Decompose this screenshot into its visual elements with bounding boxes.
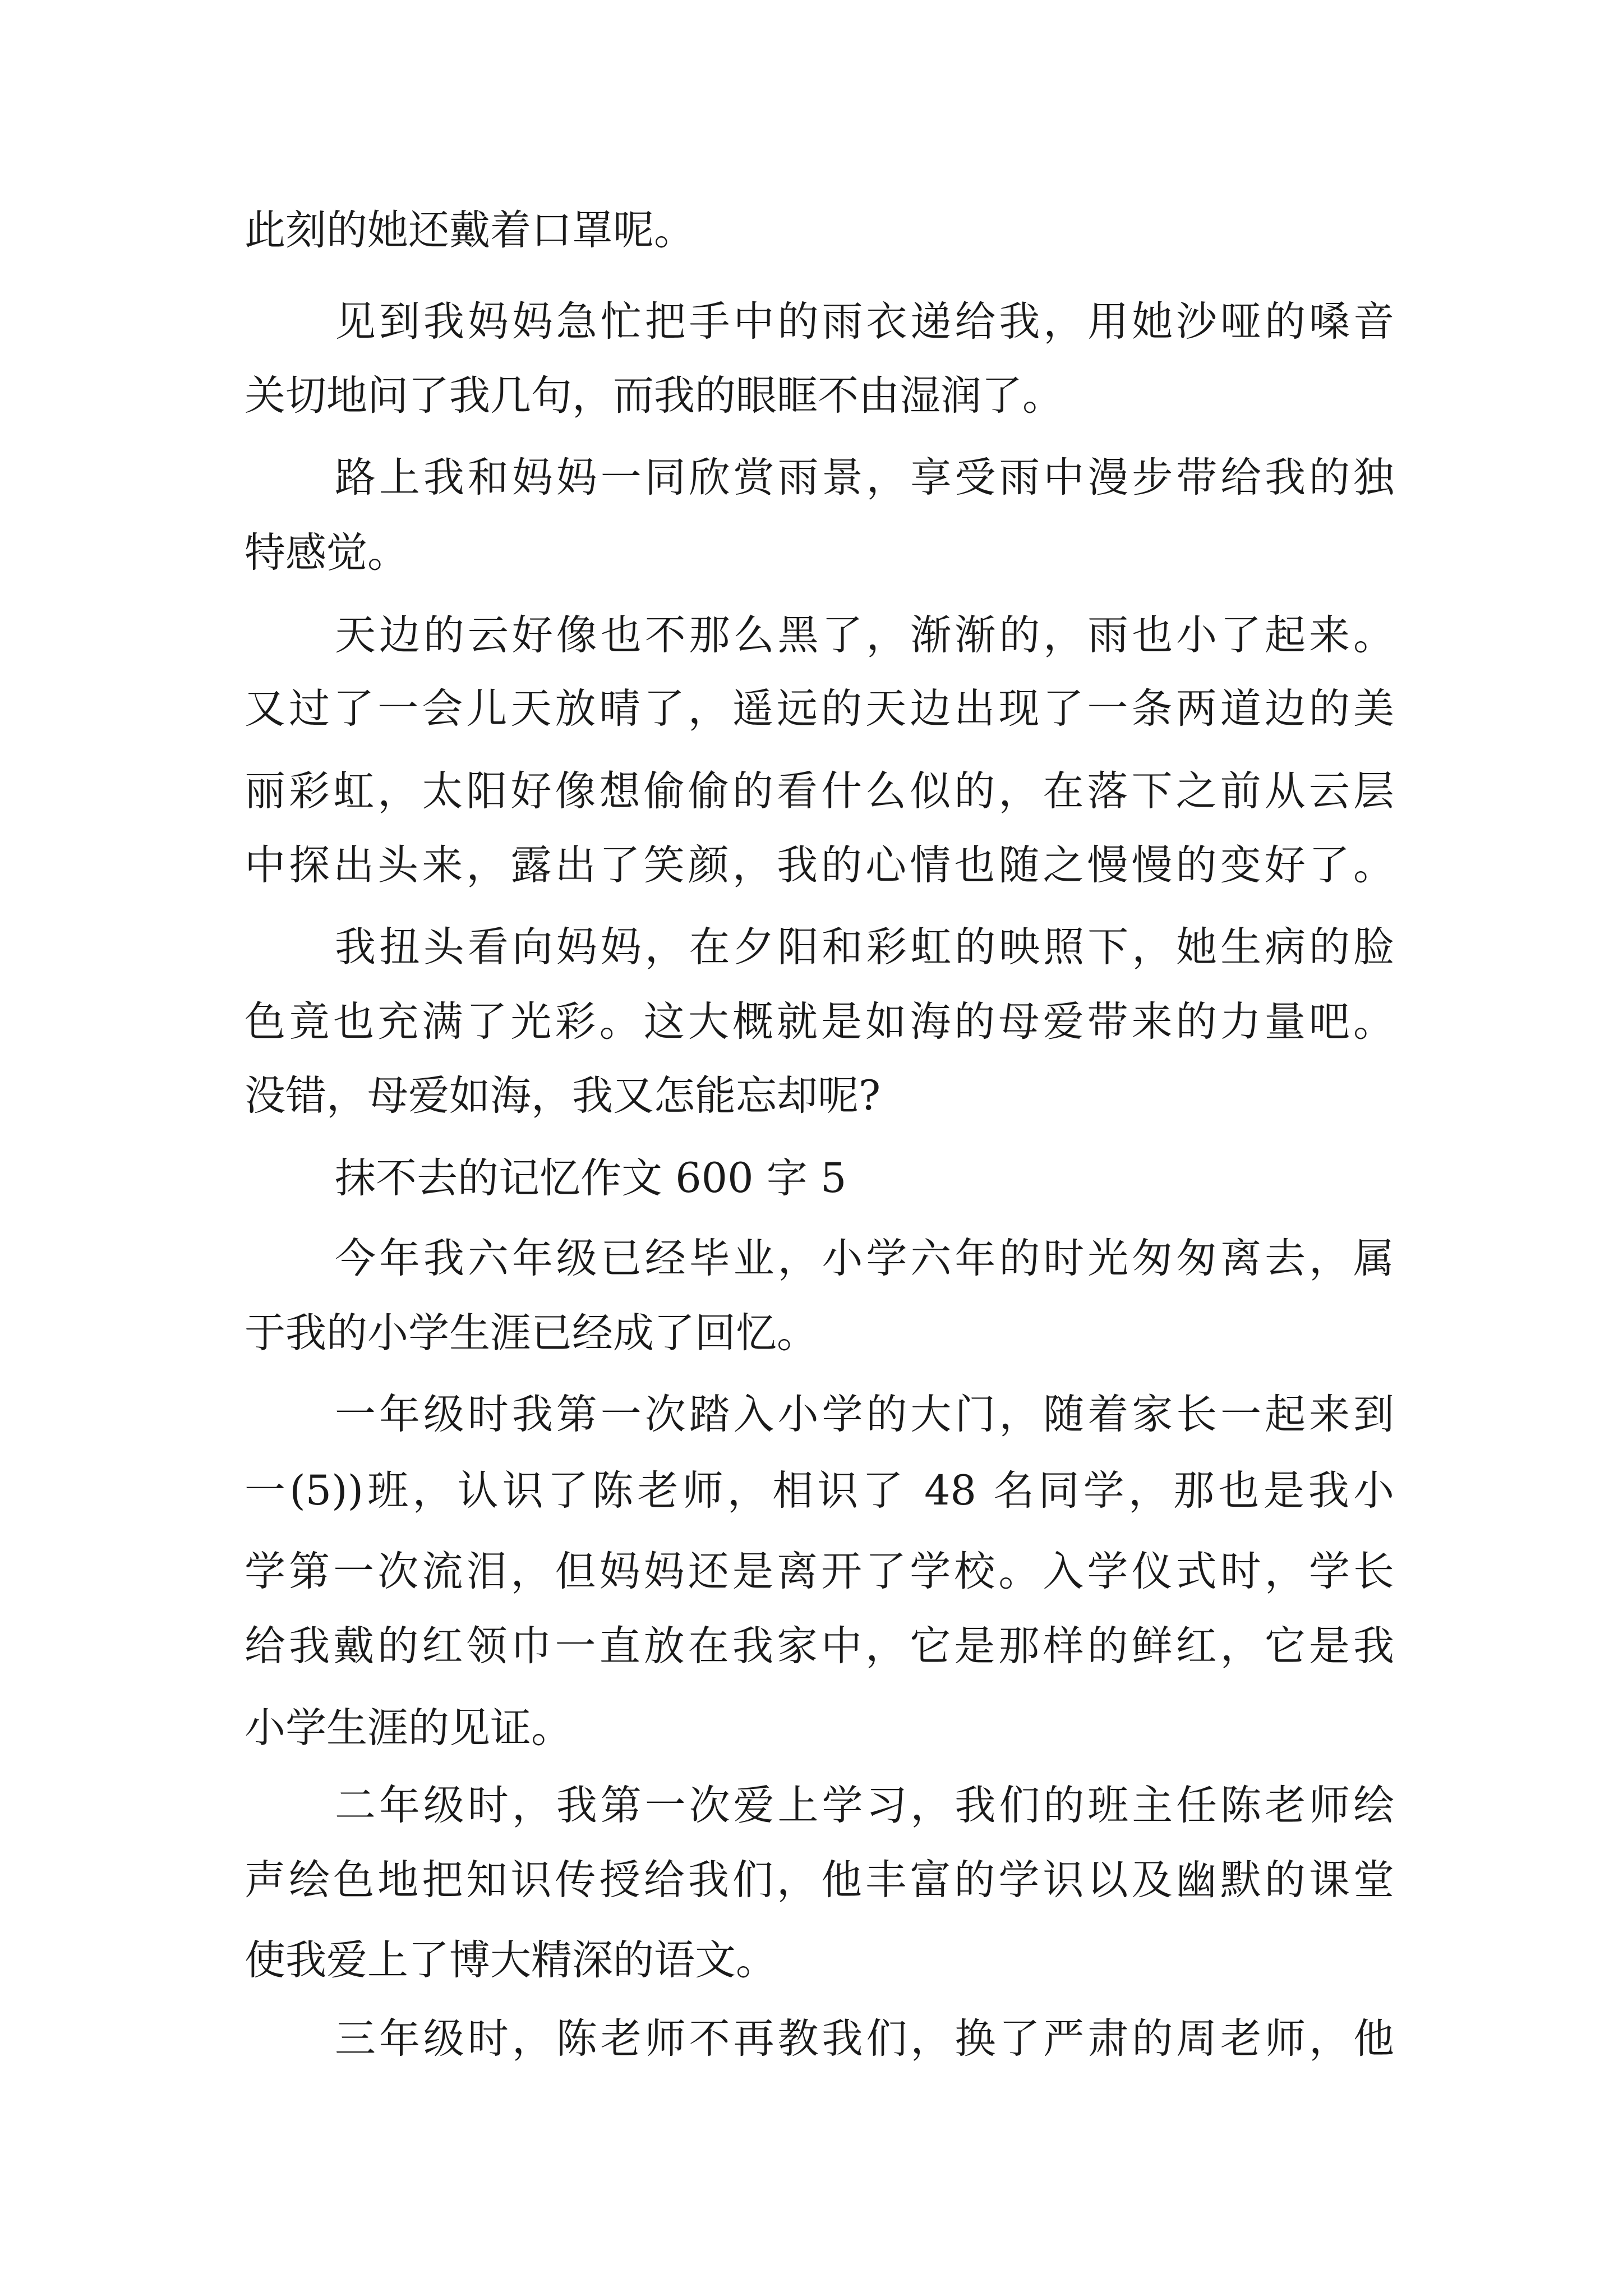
text-line: 路上我和妈妈一同欣赏雨景，享受雨中漫步带给我的独 bbox=[335, 454, 1394, 501]
text-line: 丽彩虹，太阳好像想偷偷的看什么似的，在落下之前从云层 bbox=[245, 767, 1394, 815]
section-heading: 抹不去的记忆作文 600 字 5 bbox=[335, 1154, 847, 1202]
text-line: 使我爱上了博大精深的语文。 bbox=[245, 1936, 777, 1984]
text-line: 今年我六年级已经毕业，小学六年的时光匆匆离去，属 bbox=[335, 1235, 1394, 1282]
text-line: 我扭头看向妈妈，在夕阳和彩虹的映照下，她生病的脸 bbox=[335, 923, 1394, 971]
text-line: 一(5))班，认识了陈老师，相识了 48 名同学，那也是我小 bbox=[245, 1467, 1394, 1515]
text-line: 又过了一会儿天放晴了，遥远的天边出现了一条两道边的美 bbox=[245, 685, 1394, 733]
text-line: 三年级时，陈老师不再教我们，换了严肃的周老师，他 bbox=[335, 2015, 1394, 2063]
text-line: 二年级时，我第一次爱上学习，我们的班主任陈老师绘 bbox=[335, 1782, 1394, 1829]
text-line: 色竟也充满了光彩。这大概就是如海的母爱带来的力量吧。 bbox=[245, 998, 1394, 1046]
text-line: 特感觉。 bbox=[245, 529, 408, 577]
text-line: 给我戴的红领巾一直放在我家中，它是那样的鲜红，它是我 bbox=[245, 1622, 1394, 1670]
text-line: 声绘色地把知识传授给我们，他丰富的学识以及幽默的课堂 bbox=[245, 1856, 1394, 1904]
text-line: 此刻的她还戴着口罩呢。 bbox=[245, 206, 695, 254]
text-line: 中探出头来，露出了笑颜，我的心情也随之慢慢的变好了。 bbox=[245, 841, 1394, 889]
text-line: 没错，母爱如海，我又怎能忘却呢? bbox=[245, 1072, 881, 1120]
text-line: 学第一次流泪，但妈妈还是离开了学校。入学仪式时，学长 bbox=[245, 1548, 1394, 1595]
text-line: 天边的云好像也不那么黑了，渐渐的，雨也小了起来。 bbox=[335, 611, 1394, 659]
text-line: 关切地问了我几句，而我的眼眶不由湿润了。 bbox=[245, 372, 1063, 420]
text-line: 小学生涯的见证。 bbox=[245, 1704, 572, 1752]
text-line: 于我的小学生涯已经成了回忆。 bbox=[245, 1309, 818, 1357]
text-line: 一年级时我第一次踏入小学的大门，随着家长一起来到 bbox=[335, 1391, 1394, 1438]
text-line: 见到我妈妈急忙把手中的雨衣递给我，用她沙哑的嗓音 bbox=[335, 298, 1394, 346]
